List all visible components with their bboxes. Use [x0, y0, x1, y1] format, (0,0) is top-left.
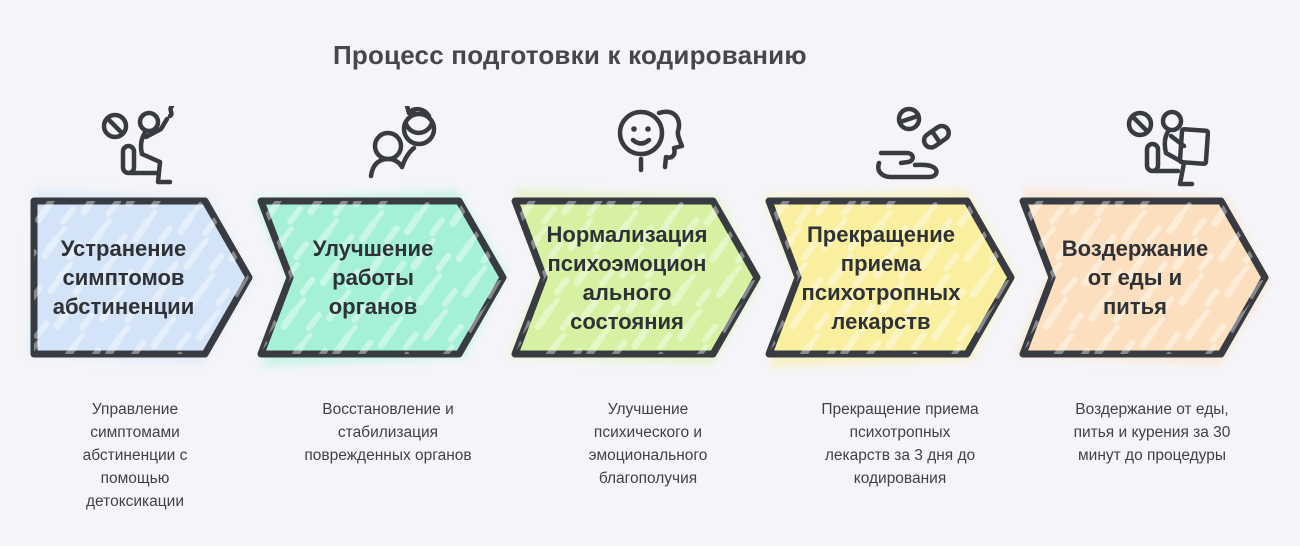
step-label: Нормализация психоэмоционального состояния	[546, 221, 708, 334]
hand-pills-icon	[874, 106, 958, 190]
step-arrow-2	[257, 195, 507, 360]
person-renewal-icon	[361, 106, 445, 190]
step-description: Прекращение приема психотропных лекарств за 3 дня до кодирования	[821, 401, 979, 487]
step-description: Улучшение психического и эмоционального благополучия	[588, 401, 708, 487]
no-eating-person-icon	[1126, 106, 1210, 190]
step-description: Восстановление и стабилизация поврежденных органов	[304, 401, 472, 464]
step-arrow-1	[30, 195, 253, 360]
step-label: Воздержание от еды и питья	[1061, 236, 1209, 319]
step-arrow-3	[511, 195, 761, 360]
step-arrow-4	[765, 195, 1015, 360]
step-description: Управление симптомами абстиненции с помощью детоксикации	[82, 401, 188, 510]
step-arrow-5	[1019, 195, 1269, 360]
head-smiley-icon	[614, 106, 698, 190]
step-label: Улучшение работы органов	[312, 236, 434, 319]
no-smoking-person-icon	[100, 106, 184, 190]
step-label: Прекращение приема психотропных лекарств	[801, 221, 961, 334]
page-title: Процесс подготовки к кодированию	[333, 40, 807, 70]
step-label: Устранение симптомов абстиненции	[52, 236, 195, 319]
step-description: Воздержание от еды, питья и курения за 30 минут до процедуры	[1073, 401, 1231, 464]
